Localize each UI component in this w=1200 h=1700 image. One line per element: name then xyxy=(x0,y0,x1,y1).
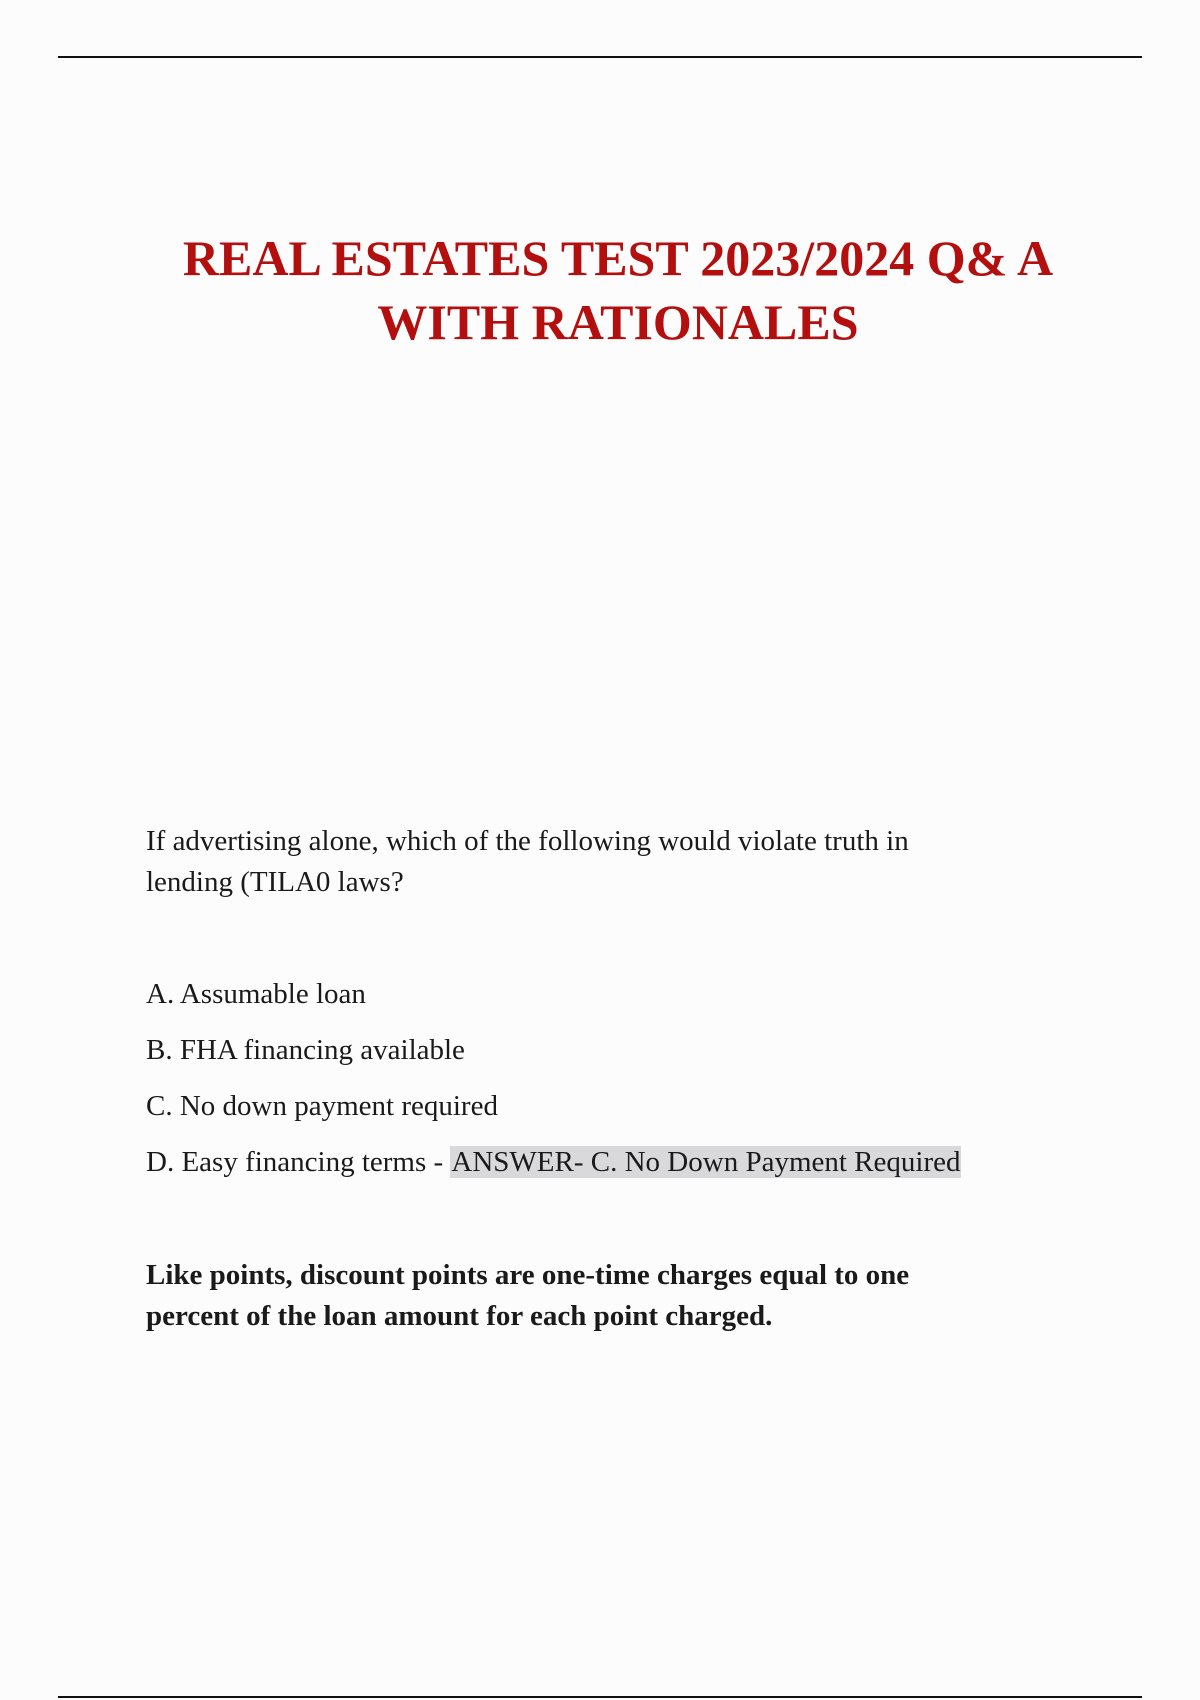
question-text xyxy=(146,821,1046,903)
title-line-1: REAL ESTATES TEST 2023/2024 Q& A xyxy=(182,230,1054,286)
top-rule xyxy=(58,56,1142,58)
option-a-label: A. Assumable loan xyxy=(146,978,366,1010)
option-d-label: D. Easy financing terms - xyxy=(146,1146,451,1178)
option-b xyxy=(146,1030,1126,1086)
page-title xyxy=(100,226,1136,354)
option-a xyxy=(146,974,1126,1030)
question-line-1: If advertising alone, which of the following would violate truth in xyxy=(146,825,909,857)
answer-highlight: ANSWER- C. No Down Payment Required xyxy=(451,1146,961,1178)
bottom-rule xyxy=(58,1696,1142,1698)
answer-options xyxy=(146,974,1126,1198)
rationale-note xyxy=(146,1255,1046,1337)
option-c xyxy=(146,1086,1126,1142)
option-c-label: C. No down payment required xyxy=(146,1090,498,1122)
option-d xyxy=(146,1142,1126,1198)
title-line-2: WITH RATIONALES xyxy=(377,294,859,350)
question-line-2: lending (TILA0 laws? xyxy=(146,866,404,898)
option-b-label: B. FHA financing available xyxy=(146,1034,465,1066)
note-line-2: percent of the loan amount for each point charged. xyxy=(146,1300,773,1332)
note-line-1: Like points, discount points are one-time charges equal to one xyxy=(146,1259,910,1291)
